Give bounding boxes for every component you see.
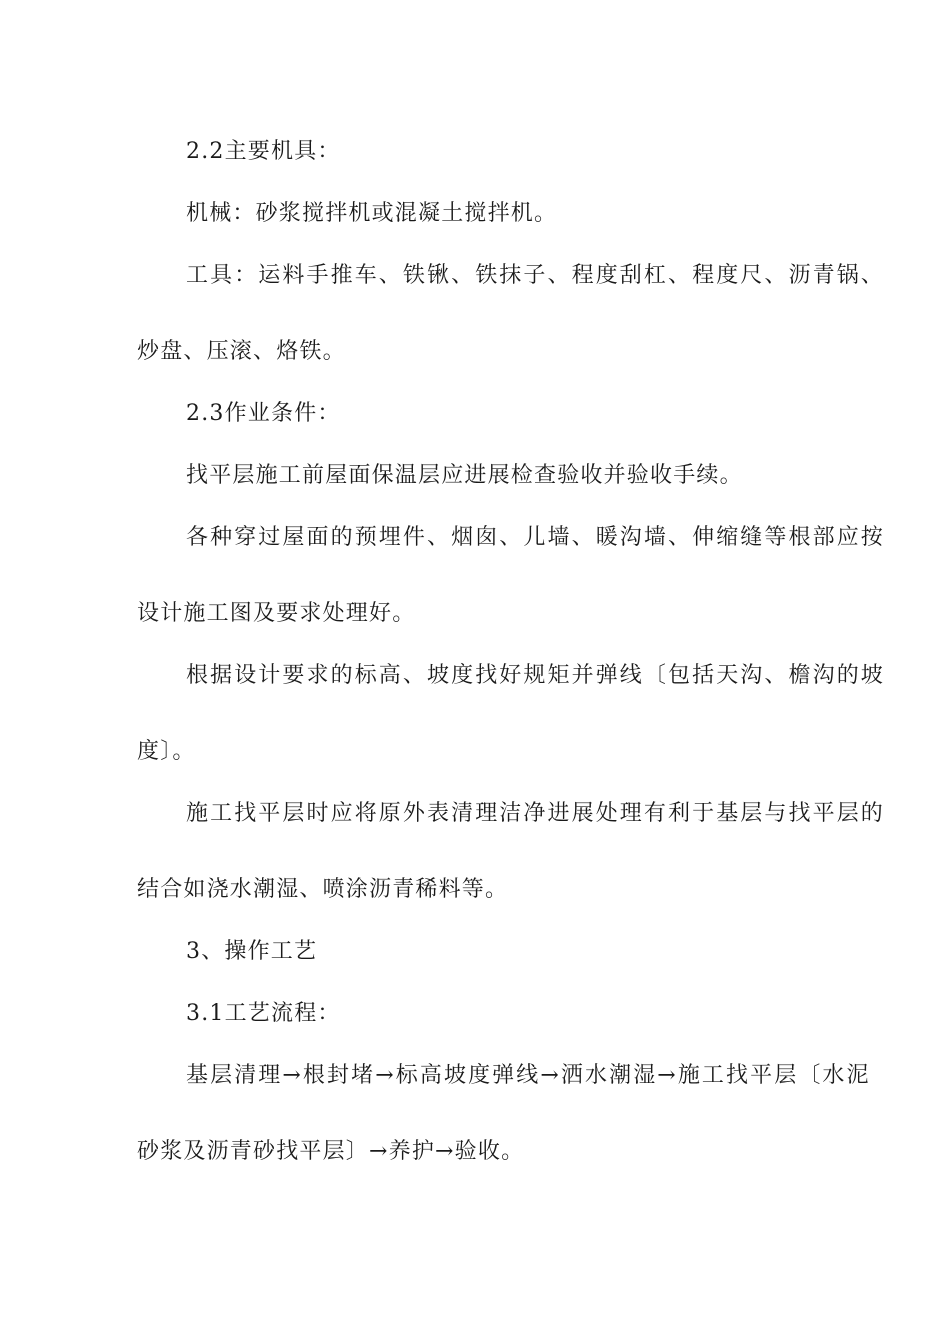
paragraph-condition-3-line-1: 根据设计要求的标高、坡度找好规矩并弹线〔包括天沟、檐沟的坡 [186,663,885,688]
section-heading-3: 3、操作工艺 [186,939,318,964]
paragraph-condition-3-line-2: 度〕。 [137,739,196,764]
paragraph-process-line-1: 基层清理→根封堵→标高坡度弹线→洒水潮湿→施工找平层〔水泥 [186,1063,871,1088]
paragraph-condition-4-line-1: 施工找平层时应将原外表清理洁净进展处理有利于基层与找平层的 [186,801,885,826]
paragraph-machinery: 机械：砂浆搅拌机或混凝土搅拌机。 [186,201,558,226]
paragraph-process-line-2: 砂浆及沥青砂找平层〕→养护→验收。 [137,1139,525,1164]
paragraph-condition-1: 找平层施工前屋面保温层应进展检查验收并验收手续。 [186,463,743,488]
section-heading-3-1: 3.1工艺流程： [186,1001,341,1026]
paragraph-condition-2-line-1: 各种穿过屋面的预埋件、烟囱、儿墙、暖沟墙、伸缩缝等根部应按 [186,525,885,550]
paragraph-condition-2-line-2: 设计施工图及要求处理好。 [137,601,416,626]
section-heading-2-2: 2.2主要机具： [186,139,341,164]
paragraph-tools-line-2: 炒盘、压滚、烙铁。 [137,339,346,364]
paragraph-condition-4-line-2: 结合如浇水潮湿、喷涂沥青稀料等。 [137,877,509,902]
paragraph-tools-line-1: 工具：运料手推车、铁锹、铁抹子、程度刮杠、程度尺、沥青锅、 [186,263,885,288]
section-heading-2-3: 2.3作业条件： [186,401,341,426]
